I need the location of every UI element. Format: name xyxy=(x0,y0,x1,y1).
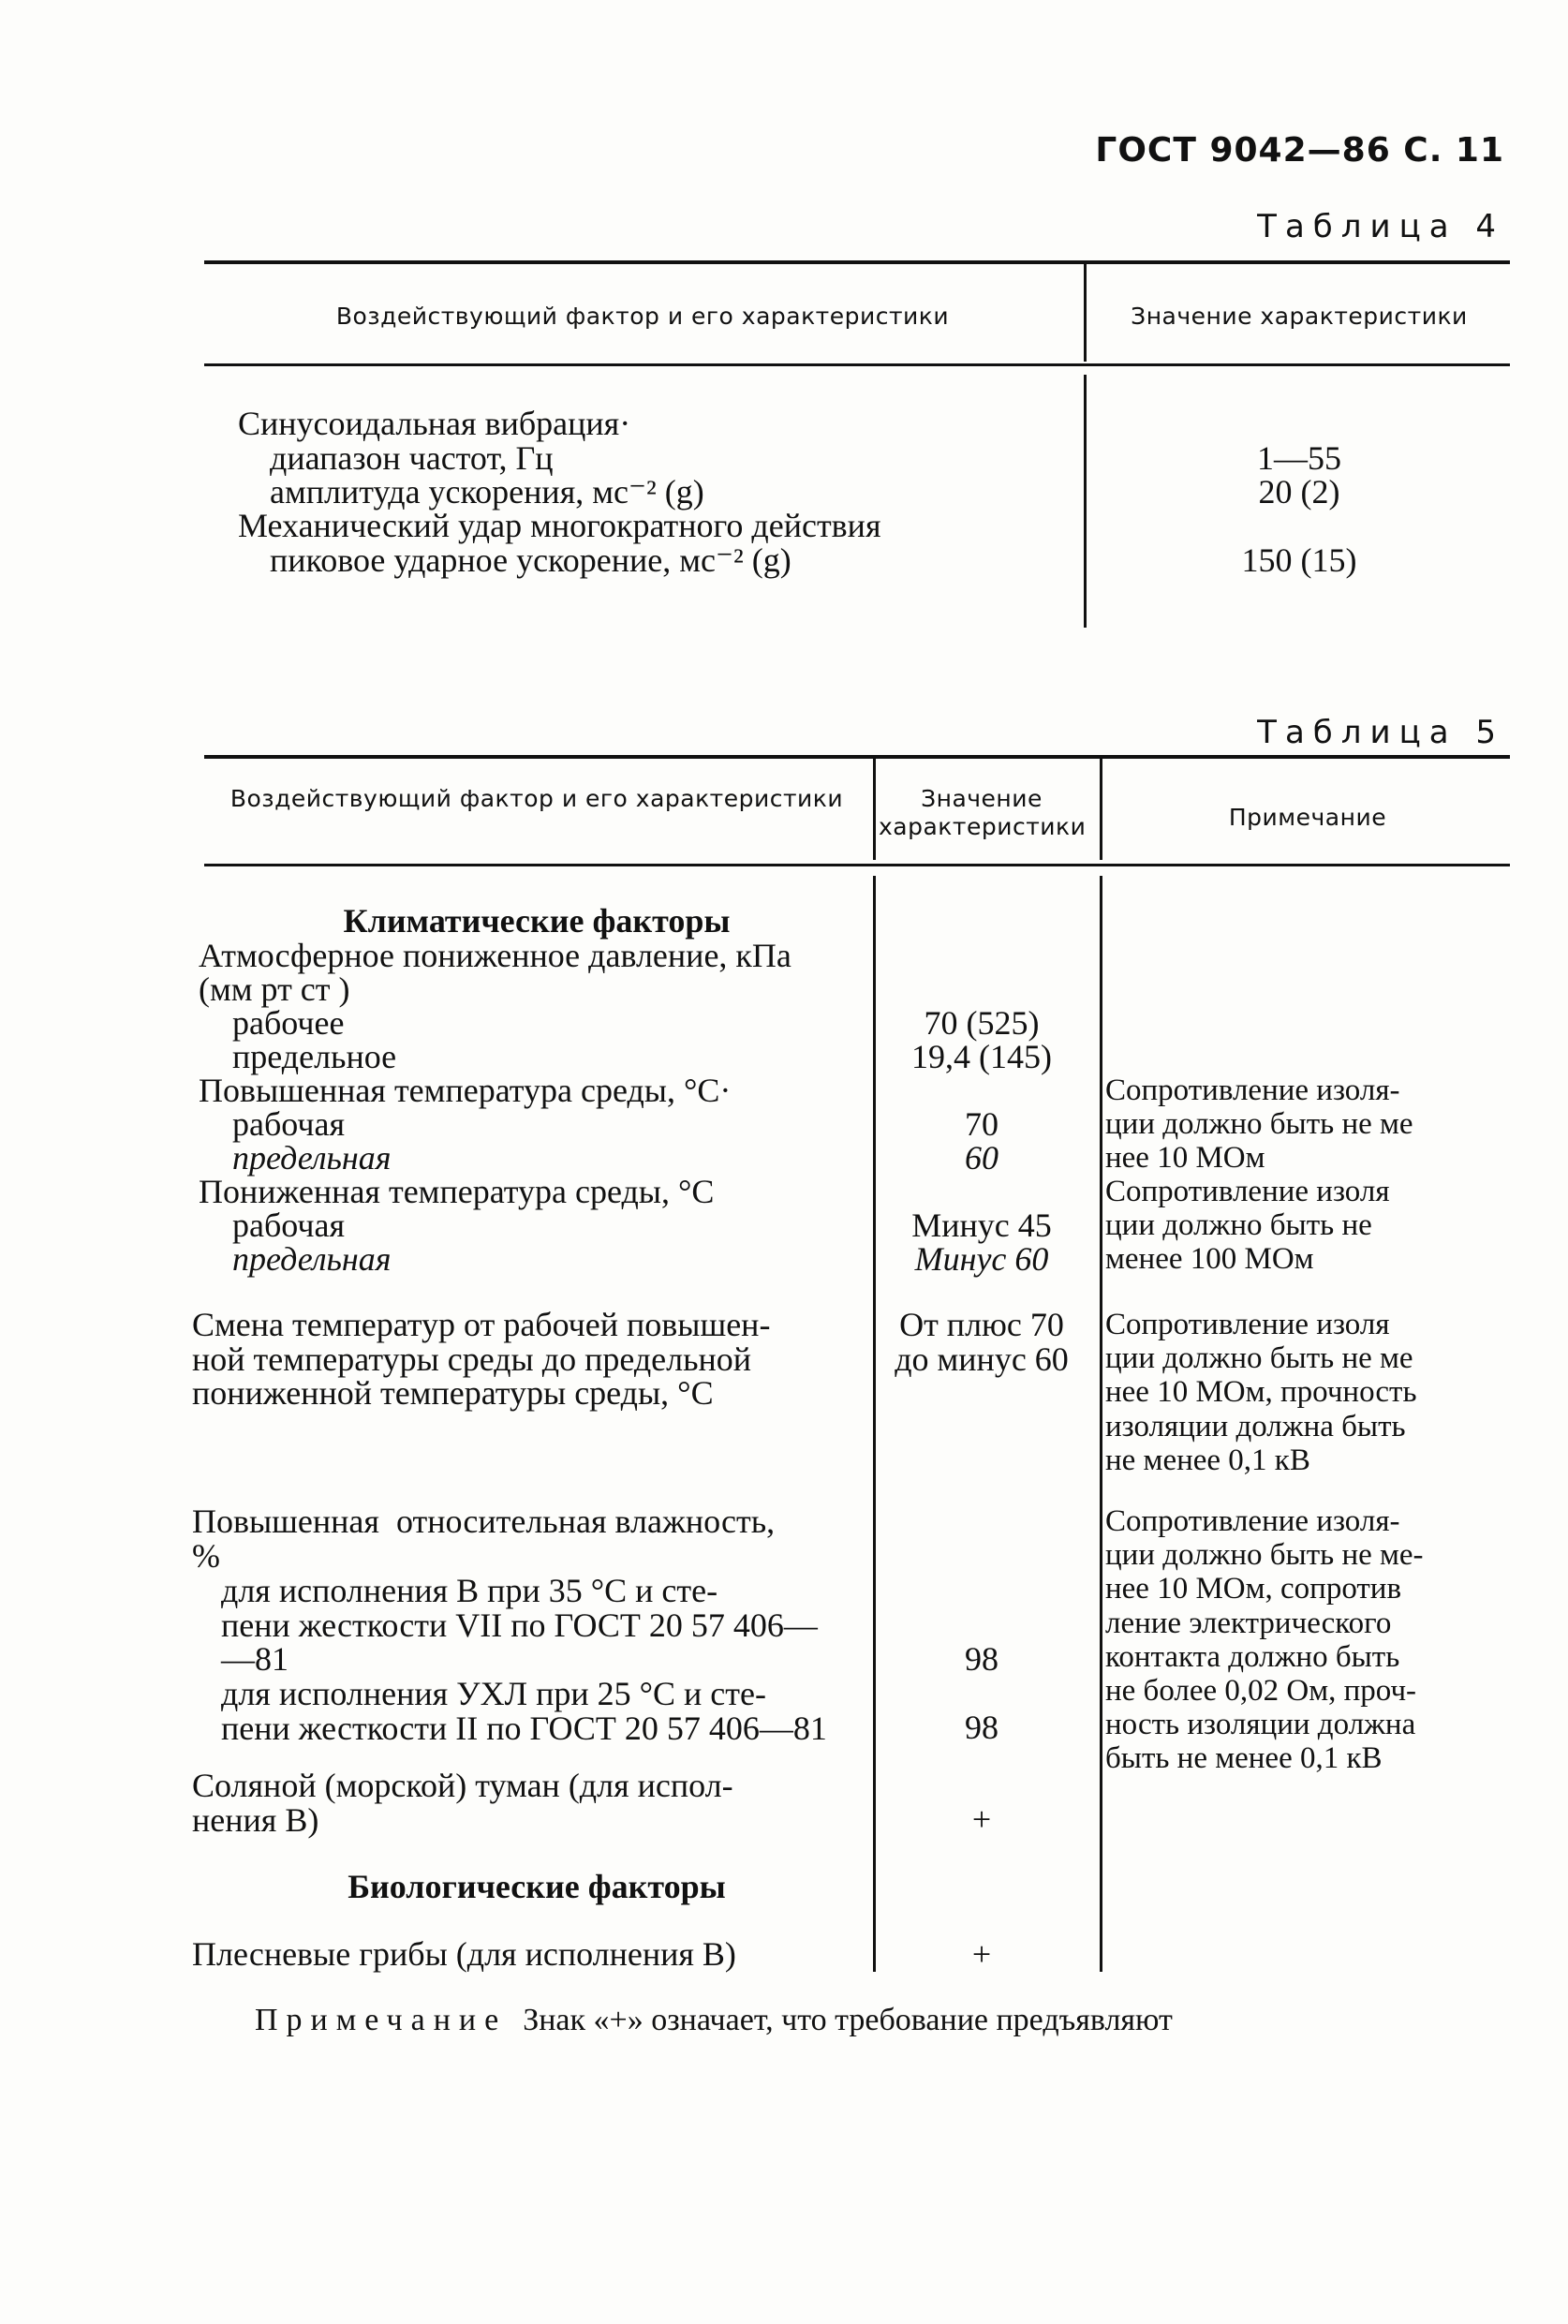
table5-column-divider-1 xyxy=(873,876,876,1972)
table5-col2-header: Значение характеристики xyxy=(879,785,1087,840)
table5-row-label: Соляной (морской) туман (для испол- нения В) xyxy=(192,1767,733,1839)
table4-row-label: Синусоидальная вибрация· xyxy=(238,405,631,442)
table5-row-label: рабочее xyxy=(232,1004,345,1042)
table5-row-label: предельная xyxy=(232,1139,392,1177)
table5-row-label: рабочая xyxy=(232,1206,346,1244)
table5-row-value: 19,4 (145) xyxy=(911,1038,1052,1075)
table5-row-value: 60 xyxy=(965,1139,998,1177)
table5-col1-header: Воздействующий фактор и его характеристики xyxy=(229,785,844,812)
table4-row-label: пиковое ударное ускорение, мс⁻² (g) xyxy=(270,541,791,579)
footnote-text: Знак «+» означает, что требование предъявляют xyxy=(523,2003,1173,2037)
table4-caption: Таблица 4 xyxy=(1257,208,1504,245)
table4-row-value: 20 (2) xyxy=(1258,473,1340,511)
table4-row-value: 150 (15) xyxy=(1241,541,1357,579)
footnote xyxy=(255,2003,1173,2038)
table5-row-label: рабочая xyxy=(232,1105,346,1143)
table4-col2-header: Значение характеристики xyxy=(1131,303,1468,330)
table5-note: Сопротивление изоля ции должно быть не ме нее 10 МОм, прочность изоляции должна быть не менее 0,1 кВ xyxy=(1105,1308,1417,1477)
table5-note: Сопротивление изоля- ции должно быть не ме нее 10 МОм xyxy=(1105,1073,1413,1176)
table4-col1-header: Воздействующий фактор и его характеристики xyxy=(335,303,950,330)
table4-top-rule xyxy=(204,260,1510,264)
table4-column-divider xyxy=(1084,375,1087,628)
section-title: Биологические факторы xyxy=(348,1868,726,1905)
table5-row-value: 98 xyxy=(965,1640,998,1678)
table5-row-value: Минус 45 xyxy=(911,1206,1052,1244)
table4-row-label: Механический удар многократного действия xyxy=(238,507,881,544)
table5-header-divider-2 xyxy=(1100,759,1102,860)
table4-row-label: диапазон частот, Гц xyxy=(270,439,554,477)
table5-row-value: 70 (525) xyxy=(924,1004,1040,1042)
table5-note: Сопротивление изоля- ции должно быть не ме- нее 10 МОм, сопротив ление электрического контакта должно быть не более 0,02 Ом, проч- ность изоляции должна быть не менее 0,1 кВ xyxy=(1105,1504,1424,1776)
table5-row-label: для исполнения В при 35 °С и сте- пени жесткости VII по ГОСТ 20 57 406— —81 xyxy=(221,1572,818,1678)
page-header: ГОСТ 9042—86 С. 11 xyxy=(1095,131,1504,170)
table4-row-label: амплитуда ускорения, мс⁻² (g) xyxy=(270,473,704,511)
table5-row-label: Плесневые грибы (для исполнения В) xyxy=(192,1935,736,1973)
table5-row-label: Атмосферное пониженное давление, кПа (мм рт ст ) xyxy=(199,937,791,1008)
table5-row-label: Смена температур от рабочей повышен- ной температуры среды до предельной пониженной температуры среды, °С xyxy=(192,1306,771,1412)
table5-row-label: предельная xyxy=(232,1240,392,1278)
table5-row-label: Повышенная относительная влажность, % xyxy=(192,1502,776,1575)
table5-col3-header: Примечание xyxy=(1228,804,1387,831)
table5-row-label: предельное xyxy=(232,1038,397,1075)
table5-row-label: для исполнения УХЛ при 25 °С и сте- пени жесткости II по ГОСТ 20 57 406—81 xyxy=(221,1675,827,1747)
table4-header-divider xyxy=(1084,264,1087,362)
table5-note: Сопротивление изоля ции должно быть не менее 100 МОм xyxy=(1105,1175,1390,1277)
table5-top-rule xyxy=(204,755,1510,759)
table5-row-label: Повышенная температура среды, °С· xyxy=(199,1072,732,1109)
table4-header-rule xyxy=(204,363,1510,366)
table5-header-divider-1 xyxy=(873,759,876,860)
table5-column-divider-2 xyxy=(1100,876,1102,1972)
table5-row-value: 70 xyxy=(965,1105,998,1143)
section-title: Климатические факторы xyxy=(343,902,731,940)
table4-row-value: 1—55 xyxy=(1257,439,1341,477)
table5-row-value: Минус 60 xyxy=(914,1240,1049,1278)
table5-row-value: 98 xyxy=(965,1709,998,1746)
table5-row-value: От плюс 70 до минус 60 xyxy=(895,1306,1069,1378)
table5-row-value: + xyxy=(971,1800,992,1838)
table5-header-rule xyxy=(204,864,1510,866)
table5-row-value: + xyxy=(971,1935,992,1973)
footnote-lead: Примечание xyxy=(255,2003,508,2037)
table5-row-label: Пониженная температура среды, °С xyxy=(199,1173,715,1210)
table5-caption: Таблица 5 xyxy=(1257,714,1504,751)
